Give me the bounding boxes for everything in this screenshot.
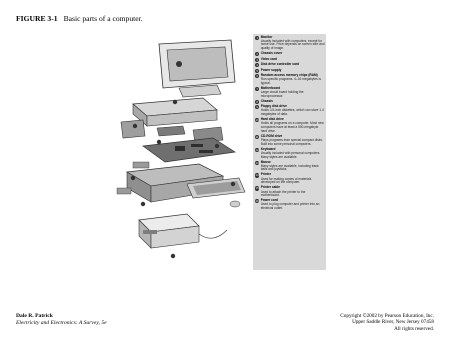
- legend-number: 7: [256, 86, 258, 91]
- legend-number: 15: [255, 186, 259, 191]
- legend-item: [255, 105, 325, 117]
- legend-desc: Many styles are available, including track balls and joysticks.: [260, 163, 319, 172]
- legend-number: 4: [256, 63, 258, 68]
- legend-desc: Run specific programs. 4–16 megabytes is typical.: [260, 77, 321, 85]
- figure-label: FIGURE 3-1: [16, 14, 58, 23]
- copyright-line: Copyright ©2002 by Pearson Education, Inc.: [340, 313, 434, 319]
- legend-item: [255, 74, 325, 86]
- legend-number: 10: [255, 118, 259, 123]
- legend-name: Monitor: [260, 34, 273, 39]
- legend-number: 2: [256, 52, 258, 57]
- legend-name: Video card: [260, 56, 277, 61]
- legend-number: 8: [256, 99, 258, 104]
- legend-item: [255, 135, 325, 147]
- legend-name: Disk drive controller card: [260, 62, 300, 67]
- parts-legend: [253, 34, 326, 270]
- legend-name: Floppy disk drive: [260, 104, 287, 109]
- legend-number: 11: [255, 134, 259, 139]
- legend-number: 16: [255, 199, 259, 204]
- figure-caption: Basic parts of a computer.: [63, 14, 143, 23]
- legend-desc: Used for making copies of materials developed on the computer.: [260, 176, 312, 185]
- legend-name: Chassis: [260, 98, 273, 103]
- legend-desc: Used to plug computer and printer into an electrical outlet.: [260, 202, 320, 211]
- legend-number: 9: [256, 105, 258, 110]
- legend-desc: Large circuit board holding the microprocessor.: [260, 90, 304, 98]
- legend-number: 13: [255, 160, 259, 165]
- computer-exploded-illustration: [113, 34, 252, 270]
- legend-item: [255, 186, 325, 198]
- legend-item: [255, 52, 325, 56]
- legend-name: Hard disk drive: [260, 117, 284, 122]
- legend-number: 6: [256, 74, 258, 79]
- legend-desc: Usually included with personal computers. Many styles are available.: [260, 150, 321, 159]
- footer-left: [16, 313, 107, 327]
- legend-item: [255, 118, 325, 133]
- legend-desc: Holds all programs on a computer. Most new computers have at least a 500-megabyte hard drive.: [260, 121, 324, 133]
- legend-item: [255, 161, 325, 173]
- legend-name: Motherboard: [260, 85, 281, 90]
- legend-number: 12: [255, 147, 259, 152]
- legend-name: Printer: [260, 172, 271, 177]
- author-name: Dale R. Patrick: [16, 313, 53, 319]
- footer-right: [340, 313, 434, 332]
- publisher-line: Upper Saddle River, New Jersey 07458: [352, 319, 434, 326]
- legend-item: [255, 199, 325, 211]
- rights-line: All rights reserved.: [394, 325, 434, 332]
- legend-name: Keyboard: [260, 146, 276, 151]
- legend-name: Mouse: [260, 159, 271, 164]
- legend-item: [255, 87, 325, 99]
- legend-desc: Used to attach the printer to the motherboard.: [260, 189, 306, 198]
- legend-name: Chassis cover: [260, 51, 283, 56]
- monitor-drawing: [159, 40, 235, 97]
- legend-number: 1: [256, 35, 258, 40]
- printer-drawing: [139, 214, 227, 248]
- legend-name: Printer cable: [260, 185, 280, 190]
- book-title: Electricity and Electronics: A Survey, 5e: [16, 319, 107, 326]
- legend-desc: Plays programs from special compact disks. Built into some personal computers.: [260, 137, 323, 146]
- legend-number: 14: [255, 173, 259, 178]
- motherboard-drawing: [143, 138, 235, 162]
- figure-title: [16, 14, 143, 23]
- legend-number: 5: [256, 68, 258, 73]
- legend-desc: Holds 3.5-inch diskettes, which can store 1.4 megabytes of data.: [260, 108, 324, 117]
- legend-item: [255, 173, 325, 185]
- legend-desc: Usually included with computers, except for home use. Price depends on screen size and quality of image.: [260, 38, 325, 51]
- legend-item: [255, 36, 325, 51]
- legend-name: Power cord: [260, 198, 279, 203]
- legend-item: [255, 63, 325, 67]
- legend-name: Random access memory chips (RAM): [260, 73, 318, 78]
- legend-name: CD-ROM drive: [260, 133, 283, 138]
- legend-number: 3: [256, 57, 258, 62]
- legend-name: Power supply: [260, 67, 282, 72]
- legend-item: [255, 148, 325, 160]
